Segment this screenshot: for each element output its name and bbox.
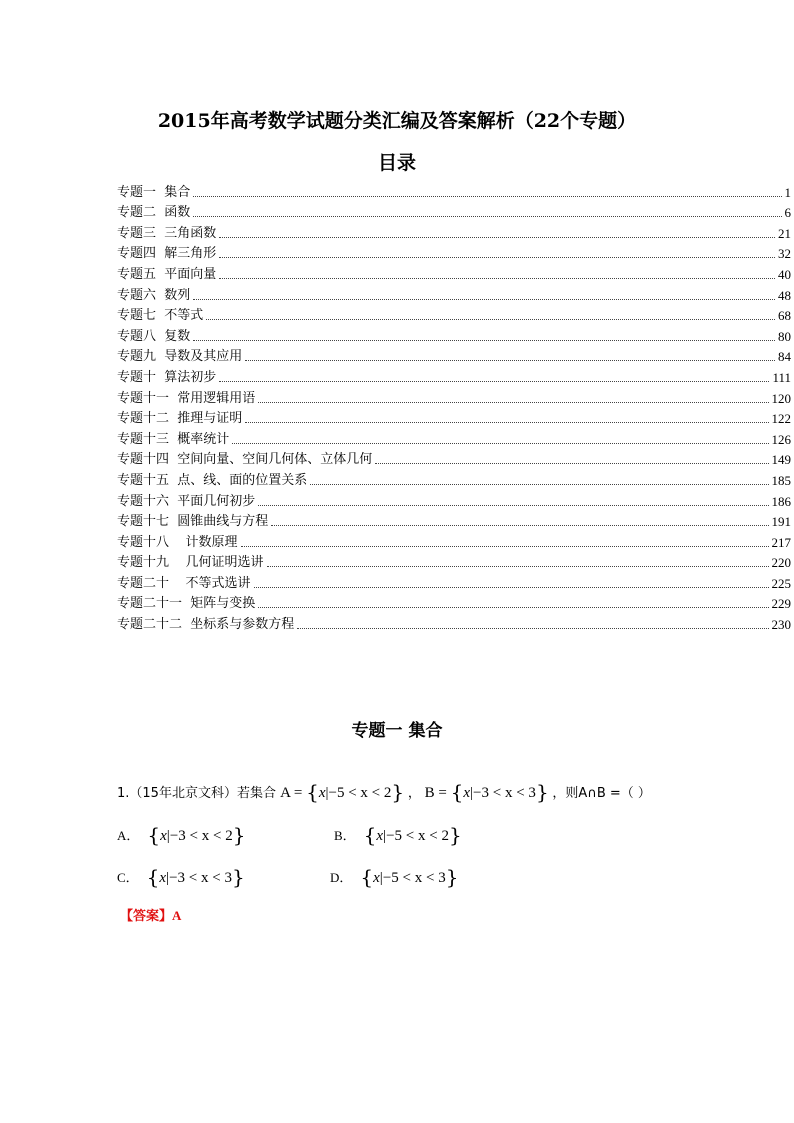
toc-entry-label: 专题二 函数 — [117, 205, 191, 221]
toc-entry-page: 32 — [778, 246, 791, 262]
toc-entry[interactable] — [117, 448, 791, 469]
toc-entry[interactable] — [117, 592, 791, 613]
toc-entry-page: 48 — [778, 287, 791, 303]
toc-leader-dots — [193, 299, 775, 300]
toc-entry-page: 225 — [771, 575, 791, 591]
toc-entry-label: 专题十九 几何证明选讲 — [117, 555, 264, 571]
option-letter: A． — [117, 828, 140, 843]
toc-heading: 目录 — [377, 152, 416, 174]
toc-leader-dots — [254, 587, 769, 588]
toc-entry-label: 专题二十二 坐标系与参数方程 — [117, 617, 295, 633]
toc-entry[interactable] — [117, 345, 791, 366]
option-condition: −5 < x < 3 — [382, 870, 446, 886]
toc-entry-page: 126 — [771, 431, 791, 447]
toc-entry[interactable] — [117, 324, 791, 345]
toc-leader-dots — [241, 546, 769, 547]
toc-entry-page: 185 — [771, 472, 791, 488]
toc-leader-dots — [258, 505, 768, 506]
toc-entry-label: 专题四 解三角形 — [117, 246, 217, 262]
answer-value: A — [172, 908, 182, 923]
toc-leader-dots — [219, 278, 775, 279]
answer-line — [120, 905, 181, 924]
toc-entry-page: 230 — [771, 617, 791, 633]
option-letter: C． — [117, 870, 139, 885]
question-stem: 1.（15年北京文科）若集合 A = {x|−5 < x < 2} ， B = {x|−3 < x < 3} ，则A∩B =（ ） — [117, 780, 651, 804]
toc-entry-page: 111 — [772, 369, 791, 385]
toc-entry-label: 专题十三 概率统计 — [117, 431, 230, 447]
toc-entry-label: 专题十四 空间向量、空间几何体、立体几何 — [117, 452, 373, 468]
toc-entry-label: 专题二十 不等式选讲 — [117, 575, 251, 591]
document-title: 2015年高考数学试题分类汇编及答案解析（22个专题） — [157, 110, 637, 132]
toc-entry-page: 186 — [771, 493, 791, 509]
toc-entry-page: 149 — [771, 452, 791, 468]
toc-entry[interactable] — [117, 221, 791, 242]
option-condition: −5 < x < 2 — [386, 828, 449, 844]
toc-entry-page: 120 — [771, 390, 791, 406]
toc-leader-dots — [375, 463, 768, 464]
toc-leader-dots — [271, 525, 768, 526]
toc-entry[interactable] — [117, 365, 791, 386]
toc-entry-label: 专题十六 平面几何初步 — [117, 493, 256, 509]
toc-entry[interactable] — [117, 489, 791, 510]
toc-entry-page: 21 — [778, 225, 791, 241]
toc-entry-label: 专题五 平面向量 — [117, 266, 217, 282]
section-title: 专题一 集合 — [351, 721, 443, 741]
toc-entry[interactable] — [117, 242, 791, 263]
option-condition: −3 < x < 3 — [169, 870, 232, 886]
toc-leader-dots — [258, 402, 768, 403]
toc-entry[interactable] — [117, 407, 791, 428]
toc-entry[interactable] — [117, 510, 791, 531]
toc-entry[interactable] — [117, 530, 791, 551]
option-c[interactable]: C． {x|−3 < x < 3} — [117, 865, 245, 889]
toc-entry[interactable] — [117, 571, 791, 592]
toc-entry-label: 专题三 三角函数 — [117, 225, 217, 241]
toc-leader-dots — [219, 257, 775, 258]
toc-entry[interactable] — [117, 386, 791, 407]
toc-entry-label: 专题十七 圆锥曲线与方程 — [117, 514, 269, 530]
toc-leader-dots — [267, 566, 769, 567]
question-prefix: 1.（15年北京文科）若集合 — [117, 786, 276, 801]
set-a-definition: A = {x|−5 < x < 2} — [280, 780, 405, 804]
option-d[interactable]: D． {x|−5 < x < 3} — [330, 865, 459, 889]
set-a-name: A — [280, 785, 291, 801]
toc-entry-page: 122 — [771, 411, 791, 427]
toc-entry-page: 84 — [778, 349, 791, 365]
option-a[interactable]: A． {x|−3 < x < 2} — [117, 823, 246, 847]
toc-entry-page: 229 — [771, 596, 791, 612]
toc-entry[interactable] — [117, 468, 791, 489]
toc-entry-label: 专题十五 点、线、面的位置关系 — [117, 472, 308, 488]
toc-leader-dots — [193, 196, 781, 197]
toc-entry[interactable] — [117, 283, 791, 304]
toc-entry-label: 专题十一 常用逻辑用语 — [117, 390, 256, 406]
set-b-name: B — [424, 785, 435, 801]
toc-leader-dots — [310, 484, 768, 485]
toc-entry-page: 191 — [771, 514, 791, 530]
toc-entry-page: 80 — [778, 328, 791, 344]
set-a-condition: −5 < x < 2 — [328, 785, 392, 801]
set-b-definition: B = {x|−3 < x < 3} — [424, 780, 549, 804]
toc-entry-page: 40 — [778, 266, 791, 282]
toc-leader-dots — [258, 607, 768, 608]
toc-entry-page: 217 — [771, 534, 791, 550]
toc-entry[interactable] — [117, 427, 791, 448]
option-letter: D． — [330, 870, 353, 885]
toc-entry[interactable] — [117, 201, 791, 222]
answer-label: 【答案】 — [120, 909, 173, 924]
toc-leader-dots — [193, 216, 781, 217]
option-b[interactable]: B． {x|−5 < x < 2} — [334, 823, 462, 847]
toc-entry[interactable] — [117, 180, 791, 201]
toc-entry-label: 专题十 算法初步 — [117, 369, 217, 385]
option-letter: B． — [334, 828, 356, 843]
toc-entry-label: 专题九 导数及其应用 — [117, 349, 243, 365]
option-condition: −3 < x < 2 — [169, 828, 233, 844]
toc-entry[interactable] — [117, 262, 791, 283]
toc-leader-dots — [245, 422, 768, 423]
toc-leader-dots — [193, 340, 775, 341]
toc-entry-label: 专题二十一 矩阵与变换 — [117, 596, 256, 612]
toc-leader-dots — [297, 628, 768, 629]
toc-entry[interactable] — [117, 612, 791, 633]
toc-entry[interactable] — [117, 304, 791, 325]
toc-entry-label: 专题七 不等式 — [117, 308, 204, 324]
table-of-contents — [117, 180, 791, 633]
toc-entry-label: 专题十二 推理与证明 — [117, 411, 243, 427]
toc-leader-dots — [245, 360, 775, 361]
toc-entry-label: 专题八 复数 — [117, 328, 191, 344]
toc-entry-label: 专题十八 计数原理 — [117, 534, 238, 550]
toc-entry-page: 6 — [784, 205, 791, 221]
toc-leader-dots — [219, 237, 775, 238]
question-ask: ，则A∩B =（ ） — [552, 786, 651, 801]
toc-leader-dots — [206, 319, 775, 320]
toc-entry-page: 220 — [771, 555, 791, 571]
toc-entry-label: 专题六 数列 — [117, 287, 191, 303]
set-b-condition: −3 < x < 3 — [473, 785, 536, 801]
toc-leader-dots — [219, 381, 769, 382]
toc-entry-label: 专题一 集合 — [117, 184, 191, 200]
toc-entry[interactable] — [117, 551, 791, 572]
toc-leader-dots — [232, 443, 768, 444]
toc-entry-page: 68 — [778, 308, 791, 324]
toc-entry-page: 1 — [784, 184, 791, 200]
